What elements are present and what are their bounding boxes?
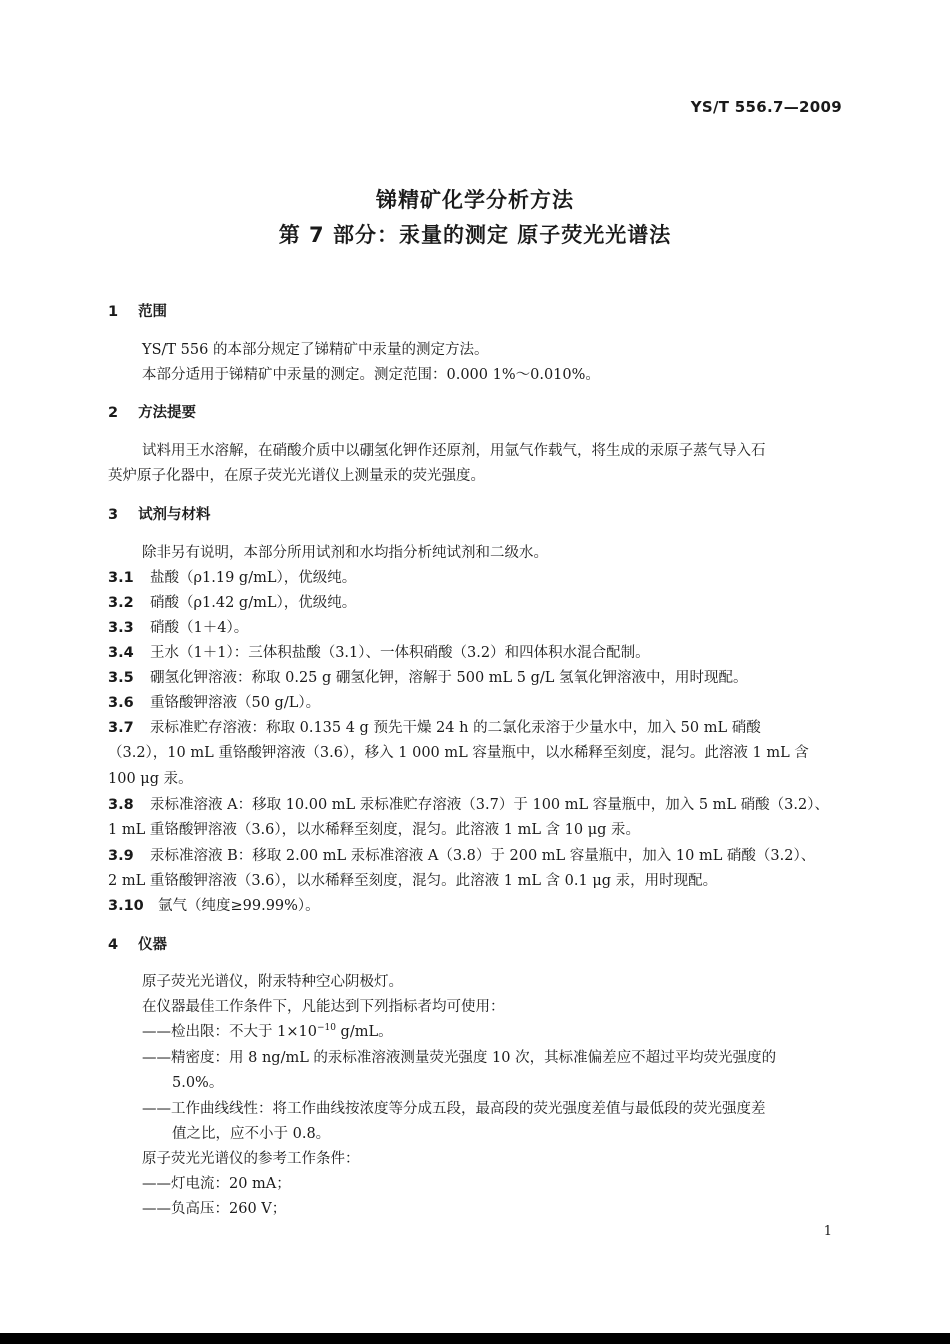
dash-list-item-continuation: 值之比，应不小于 0.8。 (172, 1126, 331, 1142)
dash-list-item: ——负高压：260 V； (142, 1201, 287, 1217)
section-number: 1 (108, 304, 119, 320)
paragraph: 除非另有说明，本部分所用试剂和水均指分析纯试剂和二级水。 (142, 545, 548, 561)
section-title: 仪器 (138, 937, 168, 953)
dash-list-item: ——检出限：不大于 $1\times 10^{-10}$ g/mL。 (142, 1023, 393, 1040)
paragraph: 原子荧光光谱仪的参考工作条件： (142, 1151, 360, 1167)
section-number: 4 (108, 937, 119, 953)
paragraph: 本部分适用于锑精矿中汞量的测定。测定范围：0.000 1%～0.010%。 (142, 367, 600, 383)
reagent-item: 3.2 硝酸（ρ1.42 g/mL），优级纯。 (108, 595, 357, 611)
dash-list-item: ——工作曲线线性：将工作曲线按浓度等分成五段，最高段的荧光强度差值与最低段的荧光强度差 (142, 1101, 766, 1117)
scan-border (0, 1333, 950, 1344)
section-title: 方法提要 (138, 405, 197, 421)
paragraph: 原子荧光光谱仪，附汞特种空心阴极灯。 (142, 974, 403, 990)
reagent-item: 3.9 汞标准溶液 B：移取 2.00 mL 汞标准溶液 A（3.8）于 200 mL 容量瓶中，加入 10 mL 硝酸（3.2）、 (108, 848, 816, 864)
section-heading-method (108, 401, 196, 422)
reagent-item: 3.4 王水（1＋1）：三体积盐酸（3.1）、一体积硝酸（3.2）和四体积水混合配制。 (108, 645, 650, 661)
reagent-item: 3.6 重铬酸钾溶液（50 g/L）。 (108, 695, 321, 711)
dash-list-item: ——精密度：用 8 ng/mL 的汞标准溶液测量荧光强度 10 次，其标准偏差应不超过平均荧光强度的 (142, 1050, 777, 1066)
section-title: 范围 (138, 304, 168, 320)
reagent-item-continuation: （3.2），10 mL 重铬酸钾溶液（3.6），移入 1 000 mL 容量瓶中，以水稀释至刻度，混匀。此溶液 1 mL 含 (108, 745, 809, 761)
section-number: 3 (108, 507, 119, 523)
reagent-item-continuation: 100 μg 汞。 (108, 771, 193, 787)
document-subtitle: 第 7 部分：汞量的测定 原子荧光光谱法 (278, 223, 672, 247)
reagent-item: 3.7 汞标准贮存溶液：称取 0.135 4 g 预先干燥 24 h 的二氯化汞溶于少量水中，加入 50 mL 硝酸 (108, 720, 761, 736)
section-heading-scope (108, 300, 167, 321)
reagent-item: 3.5 硼氢化钾溶液：称取 0.25 g 硼氢化钾，溶解于 500 mL 5 g/L 氢氧化钾溶液中，用时现配。 (108, 670, 748, 686)
page-number: 1 (823, 1224, 832, 1239)
section-title: 试剂与材料 (138, 507, 211, 523)
reagent-item: 3.3 硝酸（1＋4）。 (108, 620, 249, 636)
reagent-item: 3.10 氩气（纯度≥99.99%）。 (108, 898, 320, 914)
dash-list-item: ——灯电流：20 mA； (142, 1176, 291, 1192)
paragraph: 试料用王水溶解，在硝酸介质中以硼氢化钾作还原剂，用氩气作载气，将生成的汞原子蒸气导入石 (142, 443, 766, 459)
paragraph: YS/T 556 的本部分规定了锑精矿中汞量的测定方法。 (142, 342, 489, 358)
paragraph: 在仪器最佳工作条件下，凡能达到下列指标者均可使用： (142, 999, 505, 1015)
dash-list-item-continuation: 5.0%。 (172, 1075, 224, 1091)
reagent-item-continuation: 1 mL 重铬酸钾溶液（3.6），以水稀释至刻度，混匀。此溶液 1 mL 含 10 μg 汞。 (108, 822, 641, 838)
document-title: 锑精矿化学分析方法 (376, 188, 574, 212)
section-number: 2 (108, 405, 119, 421)
reagent-item: 3.1 盐酸（ρ1.19 g/mL），优级纯。 (108, 570, 357, 586)
standard-code: YS/T 556.7—2009 (690, 98, 842, 116)
section-heading-reagents (108, 503, 211, 524)
section-heading-apparatus (108, 933, 167, 954)
reagent-item-continuation: 2 mL 重铬酸钾溶液（3.6），以水稀释至刻度，混匀。此溶液 1 mL 含 0.1 μg 汞，用时现配。 (108, 873, 718, 889)
reagent-item: 3.8 汞标准溶液 A：移取 10.00 mL 汞标准贮存溶液（3.7）于 100 mL 容量瓶中，加入 5 mL 硝酸（3.2）、 (108, 797, 829, 813)
paragraph-continuation: 英炉原子化器中，在原子荧光光谱仪上测量汞的荧光强度。 (108, 468, 485, 484)
